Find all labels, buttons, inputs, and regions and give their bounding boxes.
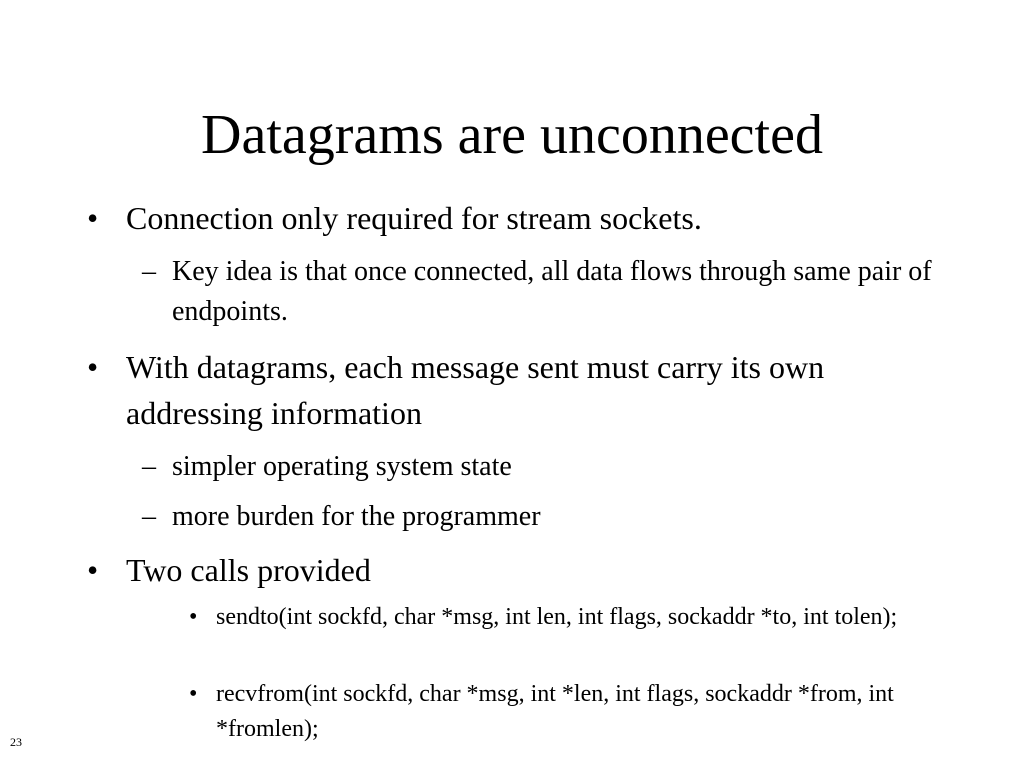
sub-bullet-item — [142, 252, 942, 332]
bullet-item — [87, 547, 937, 593]
bullet-text: Two calls provided — [126, 552, 371, 588]
bullet-text: Connection only required for stream sockets. — [126, 200, 702, 236]
dash-icon: – — [142, 256, 156, 287]
code-bullet-item — [189, 677, 929, 747]
bullet-icon: • — [87, 200, 99, 236]
code-bullet-item — [189, 600, 929, 635]
bullet-icon: • — [87, 349, 99, 385]
bullet-item — [87, 344, 937, 436]
bullet-item — [87, 195, 937, 241]
bullet-text: With datagrams, each message sent must carry its own addressing information — [126, 349, 825, 431]
sub-bullet-item — [142, 447, 942, 487]
sub-bullet-text: simpler operating system state — [172, 451, 512, 482]
bullet-icon: • — [189, 604, 198, 630]
slide-title: Datagrams are unconnected — [201, 104, 823, 166]
dash-icon: – — [142, 451, 156, 482]
dash-icon: – — [142, 501, 156, 532]
bullet-icon: • — [189, 681, 198, 707]
code-bullet-text: sendto(int sockfd, char *msg, int len, int flags, sockaddr *to, int tolen); — [216, 604, 898, 630]
sub-bullet-text: Key idea is that once connected, all data flows through same pair of endpoints. — [172, 256, 932, 327]
bullet-icon: • — [87, 552, 99, 588]
sub-bullet-text: more burden for the programmer — [172, 501, 541, 532]
code-bullet-text: recvfrom(int sockfd, char *msg, int *len, int flags, sockaddr *from, int *fromlen); — [216, 681, 894, 742]
page-number: 23 — [10, 735, 22, 749]
sub-bullet-item — [142, 497, 942, 537]
